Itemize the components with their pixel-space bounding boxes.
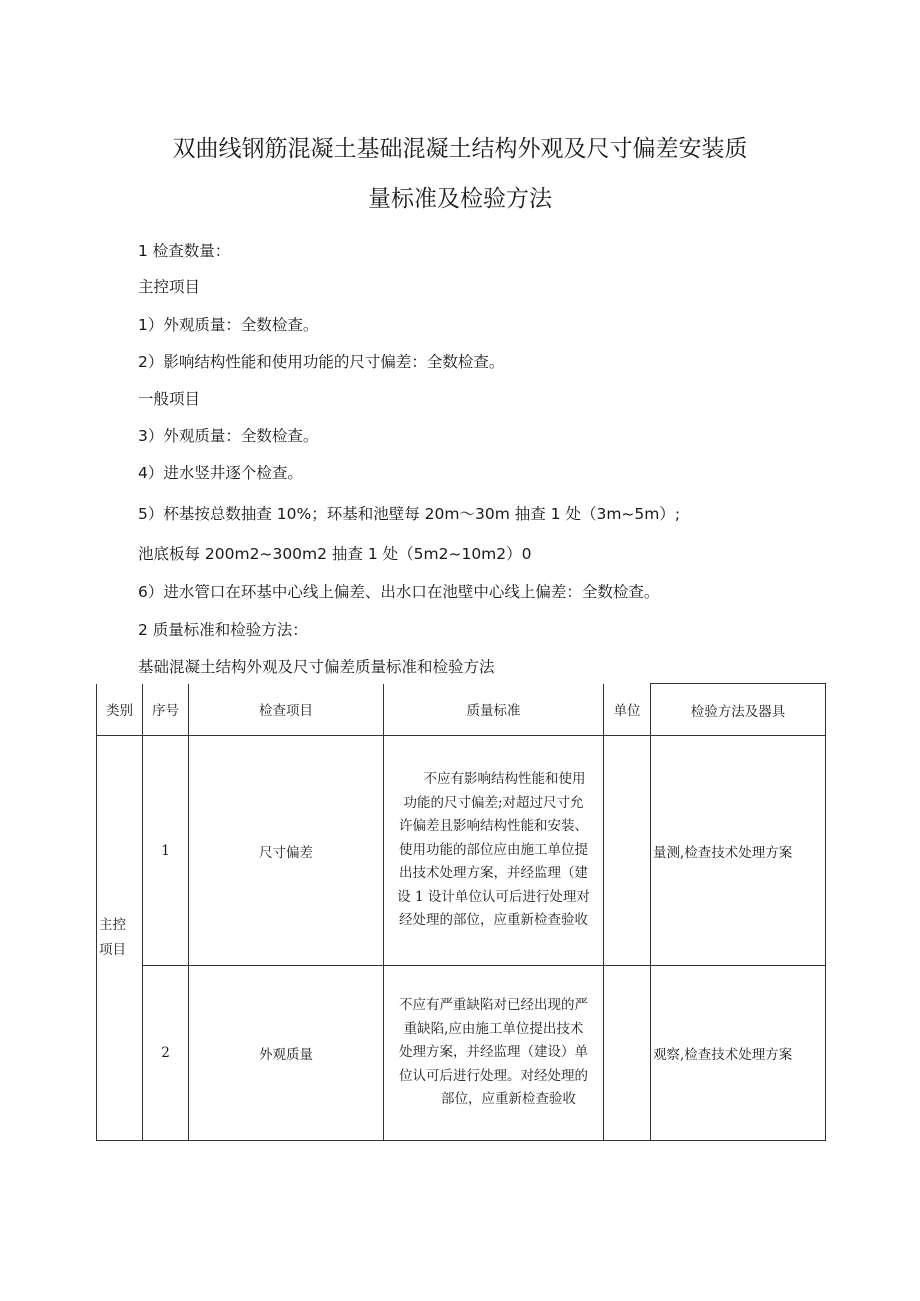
paragraph-dimension-deviation: 2）影响结构性能和使用功能的尺寸偏差：全数检查。: [138, 353, 505, 371]
header-category: 类别: [97, 684, 143, 736]
row-1-unit: [604, 736, 651, 966]
header-item: 检查项目: [189, 684, 384, 736]
paragraph-sampling-ratio: 5）杯基按总数抽查 10%；环基和池壁每 20m～30m 抽查 1 处（3m~5m）;: [138, 505, 681, 523]
std-line: 经处理的部位，应重新检查验收: [399, 912, 588, 929]
table-row: [97, 966, 826, 1141]
document-title-line-2: 量标准及检验方法: [368, 186, 552, 212]
std-line: 不应有严重缺陷对已经出现的严: [399, 997, 588, 1014]
std-line: 处理方案，并经监理（建设）单: [399, 1044, 588, 1061]
quality-standard-table: [96, 683, 826, 1141]
paragraph-pool-floor: 池底板每 200m2~300m2 抽查 1 处（5m2~10m2）0: [138, 545, 532, 563]
section-quality-standard: 2 质量标准和检验方法：: [138, 621, 308, 639]
header-seq: 序号: [143, 684, 189, 736]
row-1-seq: 1: [143, 736, 189, 966]
document-title-line-1: 双曲线钢筋混凝土基础混凝土结构外观及尺寸偏差安装质: [172, 136, 748, 162]
table-header-row: [97, 684, 826, 736]
table-caption: 基础混凝土结构外观及尺寸偏差质量标准和检验方法: [138, 658, 495, 676]
row-2-seq: 2: [143, 966, 189, 1141]
std-line: 设 1 设计单位认可后进行处理对: [397, 888, 590, 905]
row-1-method: 量测,检查技术处理方案: [651, 736, 826, 966]
std-line: 不应有影响结构性能和使用: [423, 771, 586, 788]
header-standard: 质量标准: [384, 684, 604, 736]
paragraph-appearance-main: 1）外观质量：全数检查。: [138, 316, 319, 334]
paragraph-inlet-outlet-deviation: 6）进水管口在环基中心线上偏差、出水口在池壁中心线上偏差：全数检查。: [138, 583, 660, 601]
std-line: 位认可后进行处理。对经处理的: [399, 1067, 588, 1084]
std-line: 部位，应重新检查验收: [441, 1091, 576, 1108]
header-method: 检验方法及器具: [651, 684, 826, 736]
category-line-1: 主控: [99, 917, 126, 933]
general-items-heading: 一般项目: [138, 390, 201, 408]
row-2-unit: [604, 966, 651, 1141]
std-line: 重缺陷,应由施工单位提出技术: [403, 1020, 584, 1037]
main-control-items-heading: 主控项目: [138, 278, 201, 296]
row-2-method: 观察,检查技术处理方案: [651, 966, 826, 1141]
paragraph-inlet-shaft: 4）进水竖井逐个检查。: [138, 464, 303, 482]
std-line: 许偏差且影响结构性能和安装、: [399, 818, 588, 835]
row-1-item: 尺寸偏差: [189, 736, 384, 966]
section-inspection-quantity: 1 检查数量：: [138, 242, 231, 260]
row-1-standard: [384, 736, 604, 966]
category-main-control: [97, 736, 143, 1141]
header-unit: 单位: [604, 684, 651, 736]
std-line: 出技术处理方案，并经监理（建: [399, 865, 588, 882]
std-line: 功能的尺寸偏差;对超过尺寸允: [403, 794, 584, 811]
paragraph-appearance-general: 3）外观质量：全数检查。: [138, 427, 319, 445]
row-2-item: 外观质量: [189, 966, 384, 1141]
table-row: [97, 736, 826, 966]
row-2-standard: [384, 966, 604, 1141]
std-line: 使用功能的部位应由施工单位提: [399, 841, 588, 858]
category-line-2: 项目: [99, 942, 126, 958]
